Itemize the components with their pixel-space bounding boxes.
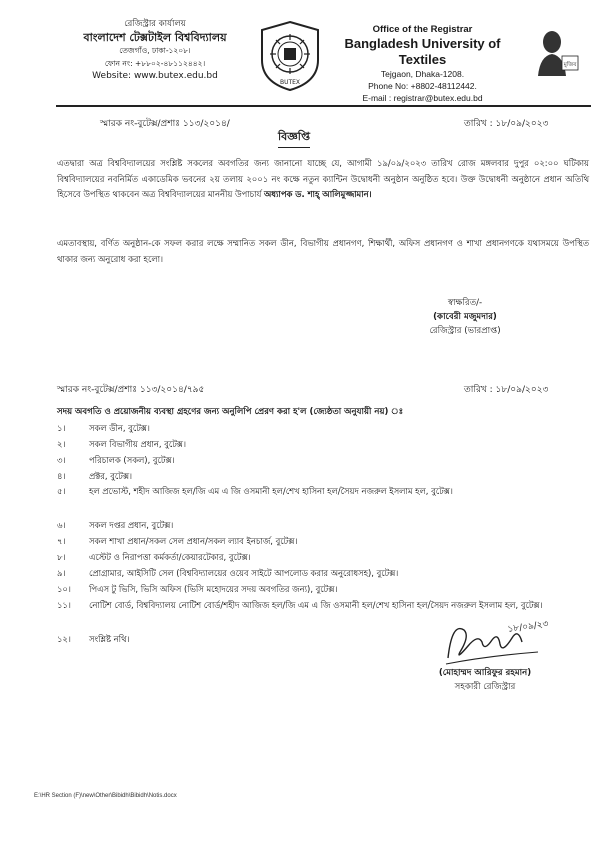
memo-date: তারিখ : ১৮/০৯/২০২৩ [464,119,549,129]
bangla-letterhead [60,18,250,83]
paragraph-1-text: এতদ্বারা অত্র বিশ্ববিদ্যালয়ের সংশ্লিষ্ট সকলের অবগতির জন্য জানানো যাচ্ছে যে, আগামী ১৯/০৯/২০২৩ তারিখ রোজ মঙ্গলবার দুপুর ০২:০০ ঘটিকায় বিশ্ববিদ্যালয়ের নবনির্মিত একাডেমিক ভবনের ২য় তলায় ২০০১ নং কক্ষে নতুন ক্যান্টিন উদ্বোধনী অনুষ্ঠান অনুষ্ঠিত হবে। উক্ত উদ্বোধনী অনুষ্ঠানে প্রধান অতিথি হিসেবে উপস্থিত থাকবেন অত্র বিশ্ববিদ্যালয়ের মাননীয় উপাচার্য [57,158,589,199]
list-item: ২। সকল বিভাগীয় প্রধান, বুটেক্স। [57,439,186,449]
signature-date: ১৮/০৯/২৩ [507,619,548,635]
en-university-name: Bangladesh University of Textiles [344,36,501,67]
university-seal-logo [258,20,322,92]
list-item: ১১। নোটিশ বোর্ড, বিশ্ববিদ্যালয় নোটিশ বোর্ড/শহীদ আজিজ হল/জি এম এ জি ওসমানী হল/শেখ হাসিনা হল/সৈয়দ নজরুল ইসলাম হল, বুটেক্স। [57,600,543,610]
mujib-portrait-logo [532,26,580,78]
assistant-registrar-title: সহকারী রেজিস্ট্রার [454,682,516,692]
copy-memo-date: তারিখ : ১৮/০৯/২০২৩ [464,385,549,395]
list-item: ৪। প্রক্টর, বুটেক্স। [57,471,132,481]
copy-memo-reference: স্মারক নং-বুটেক্স/প্রশাঃ ১১৩/২০১৪/৭৯৫ [57,385,205,395]
en-phone: Phone No: +8802-48112442. [368,81,477,91]
chief-guest-name: অধ্যাপক ড. শাহ্ আলিমুজ্জামান। [264,189,372,199]
en-address: Tejgaon, Dhaka-1208. [380,69,465,79]
bn-phone: ফোন নং: +৮৮০২-৪৮১১২৪৪২। [104,59,206,68]
list-item: ১০। পিএস টু ভিসি, ভিসি অফিস (ভিসি মহোদয়ের সদয় অবগতির জন্য), বুটেক্স। [57,584,338,594]
list-item: ৮। এস্টেট ও নিরাপত্তা কর্মকর্তা/কেয়ারটেকার, বুটেক্স। [57,552,251,562]
list-item: ৫। হল প্রভোস্ট, শহীদ আজিজ হল/জি এম এ জি ওসমানী হল/শেখ হাসিনা হল/সৈয়দ নজরুল ইসলাম হল, বুটেক্স। [57,486,453,496]
list-item: ১২। সংশ্লিষ্ট নথি। [57,634,130,644]
list-item: ৯। প্রোগ্রামার, আইসিটি সেল (বিশ্ববিদ্যালয়ের ওয়েব সাইটে আপলোড করার অনুরোধসহ), বুটেক্স। [57,568,399,578]
english-letterhead [320,24,525,104]
badge-text: মুজিব [563,62,577,68]
file-path-footer: E:\HR Section (F)\new\Other\Bibidh\Bibidh\Notis.docx [34,793,177,799]
en-office-name: Office of the Registrar [372,24,473,35]
handwritten-signature [438,612,548,672]
list-item: ৭। সকল শাখা প্রধান/সকল সেল প্রধান/সকল ল্যাব ইনচার্জ, বুটেক্স। [57,536,298,546]
assistant-registrar-name: (মোহাম্মদ আরিফুর রহমান) [438,668,532,678]
header-divider [56,105,591,107]
list-item: ১। সকল ডীন, বুটেক্স। [57,423,150,433]
bn-university-name: বাংলাদেশ টেক্সটাইল বিশ্ববিদ্যালয় [83,31,227,44]
signed-mark: স্বাক্ষরিত/- [447,298,483,308]
bn-office-name: রেজিস্ট্রার কার্যালয় [124,19,186,29]
notice-paragraph-2: এমতাবস্থায়, বর্ণিত অনুষ্ঠান-কে সফল করার লক্ষে সম্মানিত সকল ডীন, বিভাগীয় প্রধানগণ, শিক্ষার্থী, অফিস প্রধানগণ ও শাখা প্রধানগণকে যথাসময়ে উপস্থিত থাকার জন্য অনুরোধ করা হলো। [57,238,589,264]
en-email: E-mail : registrar@butex.edu.bd [362,93,483,103]
memo-reference: স্মারক নং-বুটেক্স/প্রশাঃ ১১৩/২০১৪/ [100,119,230,129]
registrar-name: (কাবেরী মজুমদার) [433,312,497,322]
list-item: ৩। পরিচালক (সকল), বুটেক্স। [57,455,175,465]
list-item: ৬। সকল দপ্তর প্রধান, বুটেক্স। [57,520,174,530]
notice-title: বিজ্ঞপ্তি [278,128,310,148]
website: Website: www.butex.edu.bd [92,71,218,81]
notice-paragraph-1 [57,156,589,203]
bn-address: তেজগাঁও, ঢাকা-১২০৮। [119,46,191,55]
registrar-signature-block [390,296,540,338]
seal-text: BUTEX [279,79,301,86]
assistant-registrar-block [400,666,570,694]
copy-distribution-heading: সদয় অবগতি ও প্রয়োজনীয় ব্যবস্থা গ্রহণের জন্য অনুলিপি প্রেরণ করা হ'ল (জ্যেষ্ঠতা অনুযায়ী নয়) ঃ [57,407,404,417]
registrar-title: রেজিস্ট্রার (ভারপ্রাপ্ত) [429,326,501,336]
